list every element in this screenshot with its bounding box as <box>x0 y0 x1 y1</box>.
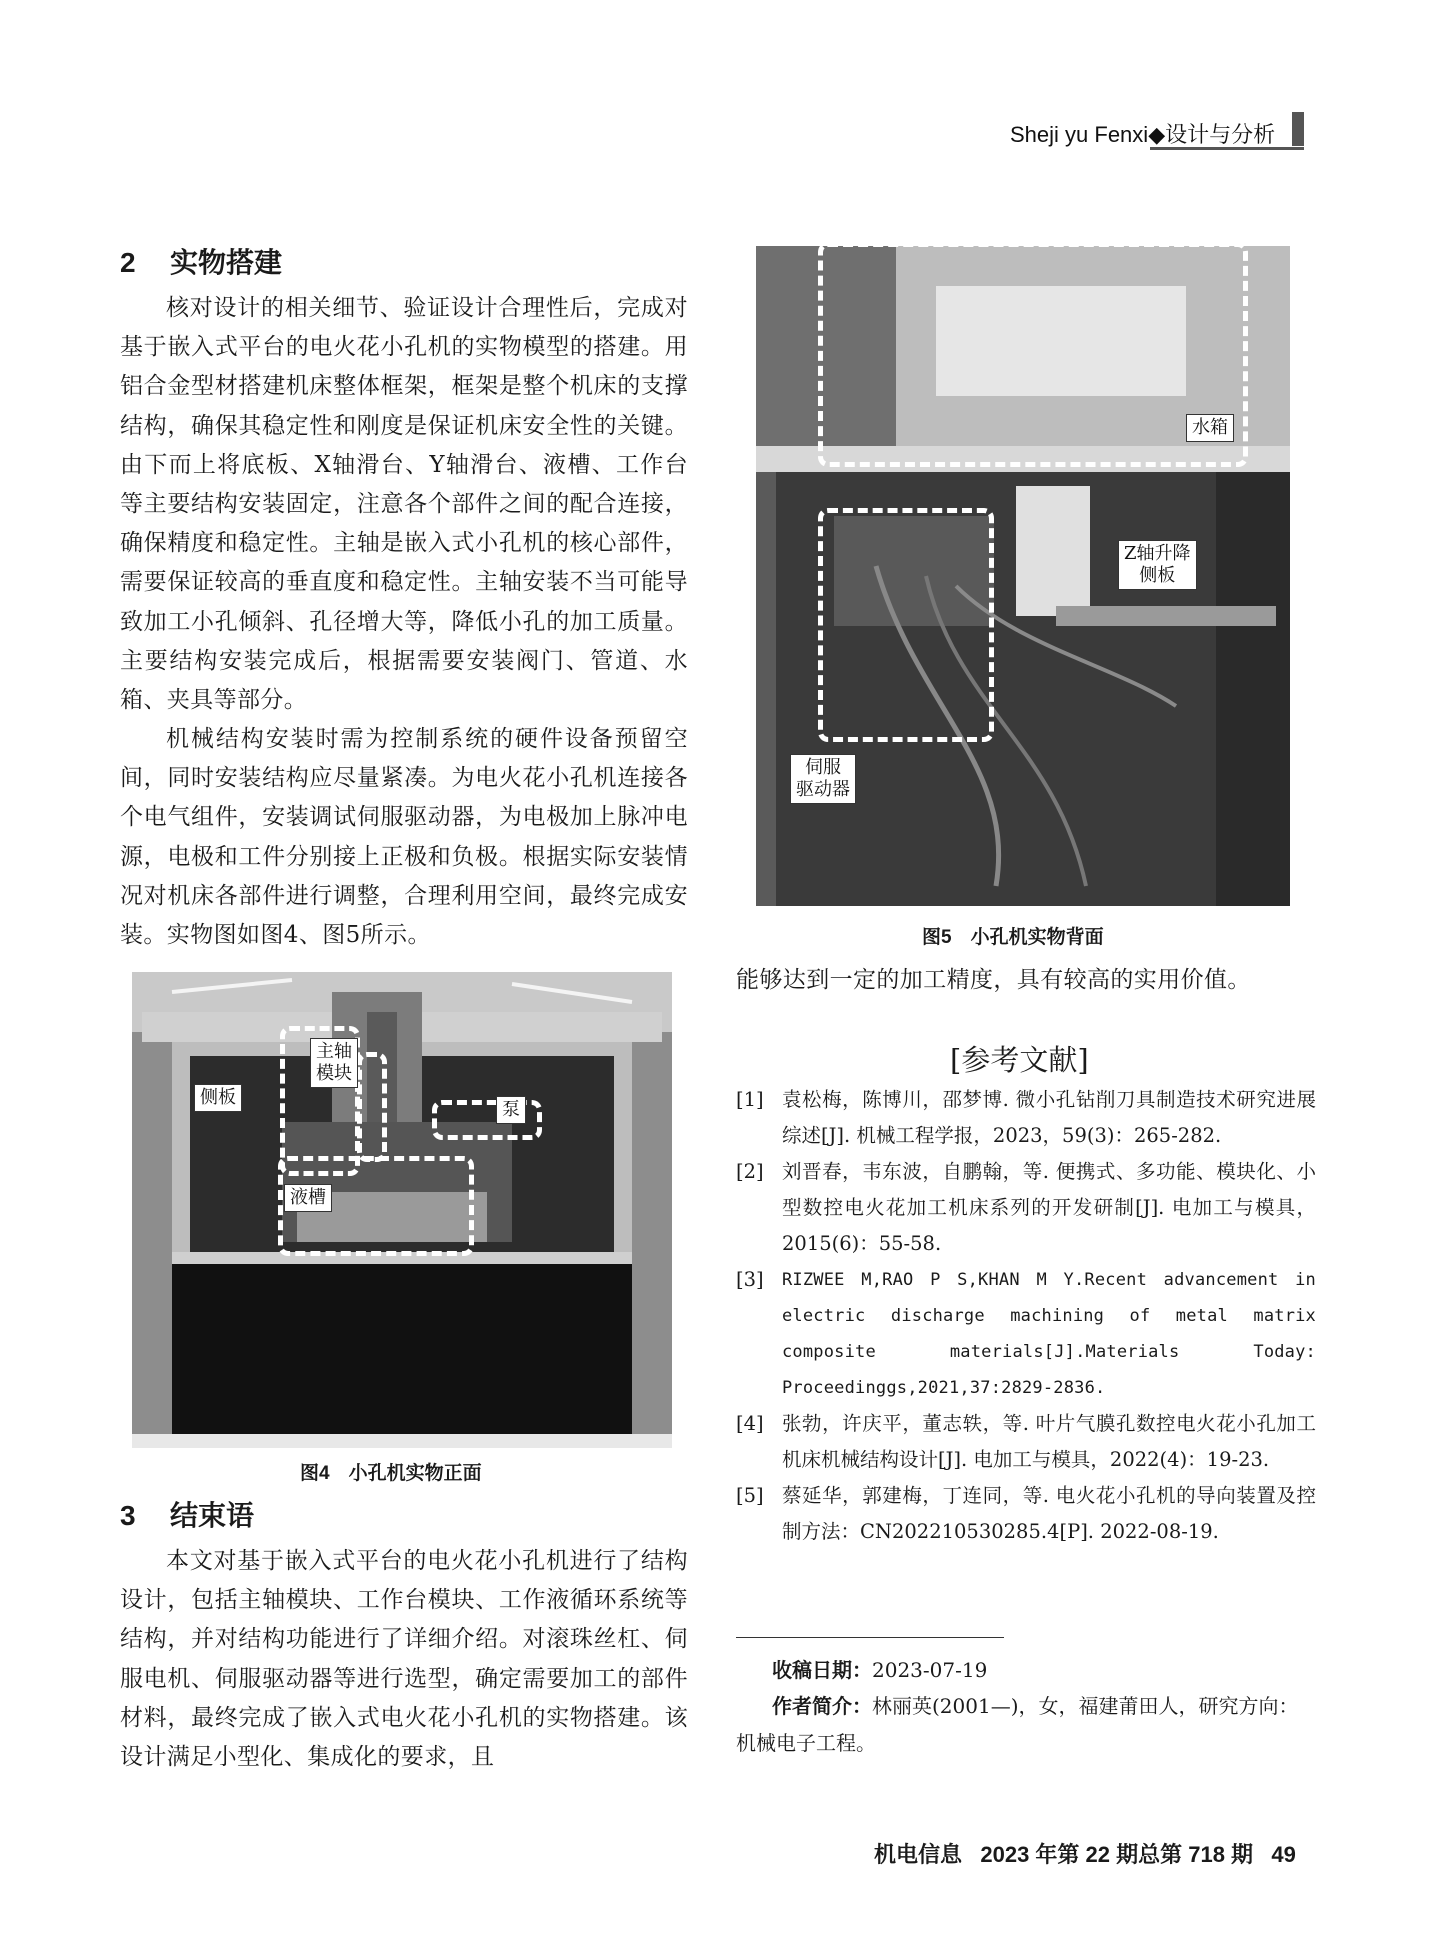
label-pump: 泵 <box>496 1096 526 1124</box>
reference-text: RIZWEE M,RAO P S,KHAN M Y.Recent advancement in electric discharge machining of metal matrix composite materials[J].Materials Today: Proceedinggs,2021,37:2829-2836. <box>782 1270 1316 1398</box>
received-date <box>736 1652 1316 1689</box>
section-3-title: 结束语 <box>170 1500 255 1531</box>
figure-4 <box>132 972 672 1448</box>
footer-issue: 2023 年第 22 期总第 718 期 <box>980 1842 1254 1867</box>
author-label: 作者简介： <box>772 1696 872 1718</box>
figure-4-caption: 图4 小孔机实物正面 <box>300 1463 482 1484</box>
reference-number: [4] <box>736 1412 764 1435</box>
section-3-paragraph: 本文对基于嵌入式平台的电火花小孔机进行了结构设计，包括主轴模块、工作台模块、工作液循环系统等结构，并对结构功能进行了详细介绍。对滚珠丝杠、伺服电机、伺服驱动器等进行选型，确定需要加工的部件材料，最终完成了嵌入式电火花小孔机的实物搭建。该设计满足小型化、集成化的要求，且 <box>120 1548 688 1771</box>
reference-number: [5] <box>736 1484 764 1507</box>
author-bio <box>736 1688 1316 1761</box>
section-3-continuation: 能够达到一定的加工精度，具有较高的实用价值。 <box>736 967 1251 993</box>
reference-item <box>736 1478 1316 1550</box>
reference-item <box>736 1082 1316 1154</box>
figure-5-caption: 图5 小孔机实物背面 <box>922 927 1104 948</box>
section-2-paragraph-1: 核对设计的相关细节、验证设计合理性后，完成对基于嵌入式平台的电火花小孔机的实物模型的搭建。用铝合金型材搭建机床整体框架，框架是整个机床的支撑结构，确保其稳定性和刚度是保证机床安全性的关键。由下而上将底板、X轴滑台、Y轴滑台、液槽、工作台等主要结构安装固定，注意各个部件之间的配合连接，确保精度和稳定性。主轴是嵌入式小孔机的核心部件，需要保证较高的垂直度和稳定性。主轴安装不当可能导致加工小孔倾斜、孔径增大等，降低小孔的加工质量。主要结构安装完成后，根据需要安装阀门、管道、水箱、夹具等部分。 <box>120 295 688 714</box>
figure-5 <box>756 246 1290 906</box>
references-title: [参考文献] <box>950 1043 1089 1077</box>
section-3-heading <box>120 1494 254 1534</box>
figure-4-spindle-frame-inner <box>357 1052 387 1162</box>
received-value: 2023-07-19 <box>872 1658 988 1682</box>
section-2-paragraph-2: 机械结构安装时需为控制系统的硬件设备预留空间，同时安装结构应尽量紧凑。为电火花小孔机连接各个电气组件，安装调试伺服驱动器，为电极加上脉冲电源，电极和工件分别接上正极和负极。根据实际安装情况对机床各部件进行调整，合理利用空间，最终完成安装。实物图如图4、图5所示。 <box>120 726 688 949</box>
reference-number: [3] <box>736 1268 764 1291</box>
reference-text: 刘晋春，韦东波，自鹏翰，等. 便携式、多功能、模块化、小型数控电火花加工机床系列的开发研制[J]. 电加工与模具，2015(6)：55-58. <box>782 1160 1316 1255</box>
reference-item <box>736 1154 1316 1262</box>
page-number: 49 <box>1271 1842 1296 1867</box>
running-header <box>1010 118 1275 149</box>
label-z-axis-side-panel: Z轴升降 侧板 <box>1118 540 1197 590</box>
section-2-number: 2 <box>120 247 136 278</box>
reference-number: [2] <box>736 1160 764 1183</box>
diamond-icon: ◆ <box>1148 122 1166 147</box>
footer-journal: 机电信息 <box>874 1842 963 1867</box>
references-list <box>736 1082 1316 1550</box>
footnote-rule <box>736 1637 1004 1638</box>
reference-text: 张勃，许庆平，董志轶，等. 叶片气膜孔数控电火花小孔加工机床机械结构设计[J]. 电加工与模具，2022(4)：19-23. <box>782 1412 1316 1471</box>
label-liquid-tank: 液槽 <box>284 1184 332 1212</box>
label-spindle-module: 主轴 模块 <box>310 1038 358 1088</box>
label-side-panel: 侧板 <box>194 1084 242 1112</box>
reference-number: [1] <box>736 1088 764 1111</box>
figure-5-water-tank-frame <box>818 242 1248 467</box>
section-3-number: 3 <box>120 1500 136 1531</box>
label-water-tank: 水箱 <box>1186 414 1234 442</box>
header-bar <box>1292 112 1304 146</box>
page-footer <box>874 1838 1296 1869</box>
figure-5-servo-frame <box>818 508 994 742</box>
section-2-title: 实物搭建 <box>170 247 283 278</box>
journal-pinyin: Sheji yu Fenxi <box>1010 122 1149 147</box>
reference-item <box>736 1262 1316 1406</box>
reference-text: 蔡延华，郭建梅，丁连同，等. 电火花小孔机的导向装置及控制方法：CN202210530285.4[P]. 2022-08-19. <box>782 1484 1316 1543</box>
section-2-heading <box>120 241 282 281</box>
header-rule <box>1150 147 1304 150</box>
label-servo-driver: 伺服 驱动器 <box>790 754 856 804</box>
author-value: 林丽英(2001—)，女，福建莆田人，研究方向：机械电子工程。 <box>736 1694 1299 1755</box>
reference-item <box>736 1406 1316 1478</box>
reference-text: 袁松梅，陈博川，邵梦博. 微小孔钻削刀具制造技术研究进展综述[J]. 机械工程学报，2023，59(3)：265-282. <box>782 1088 1316 1147</box>
section-name: 设计与分析 <box>1165 122 1276 147</box>
received-label: 收稿日期： <box>772 1660 872 1682</box>
